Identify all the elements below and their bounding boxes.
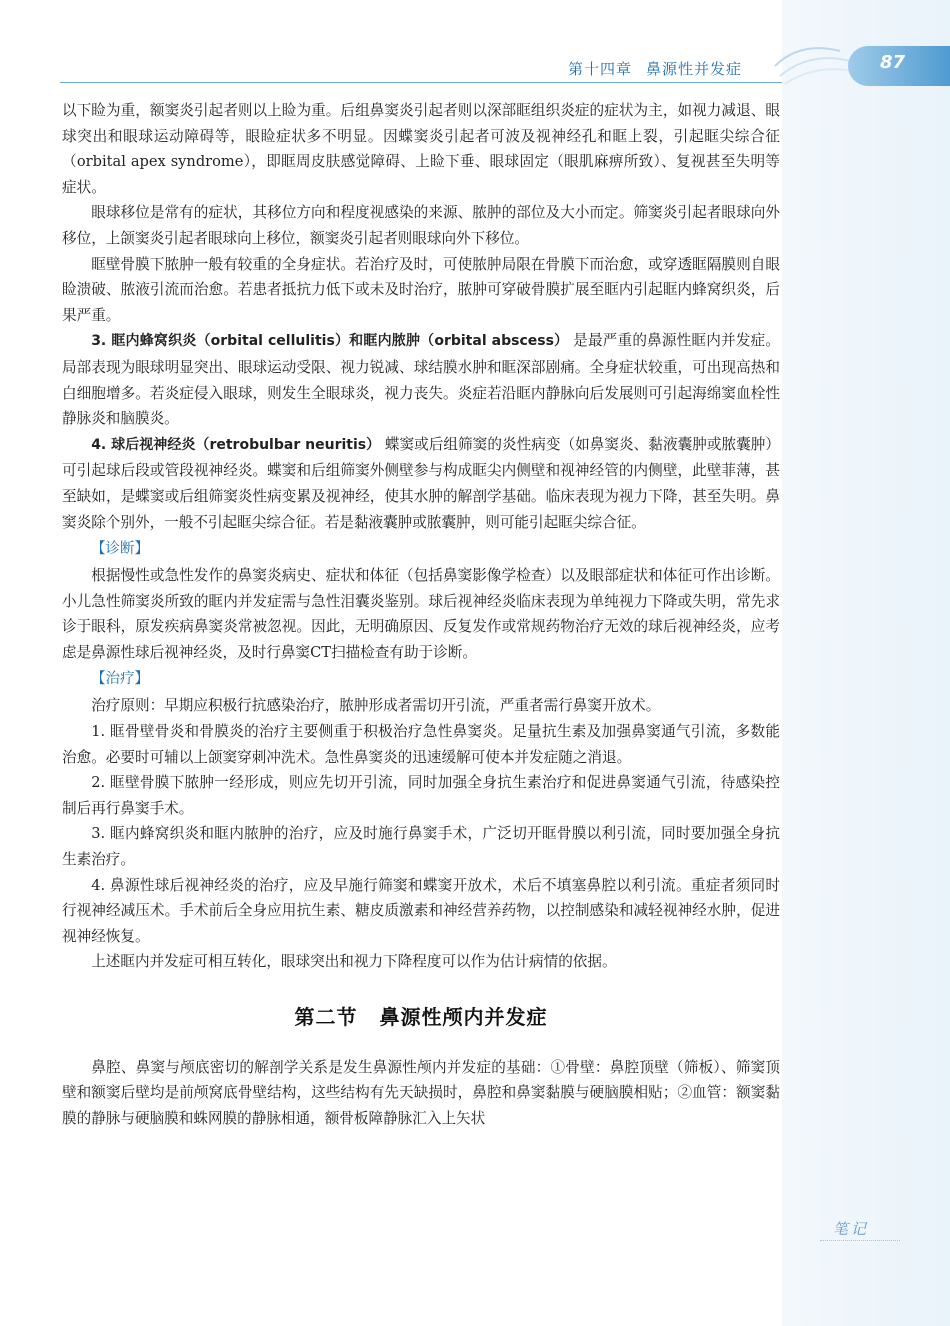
- list-item-3: [62, 328, 780, 431]
- chapter-title: 鼻源性并发症: [645, 60, 742, 78]
- notes-label: 笔记: [833, 1220, 870, 1238]
- running-header: [568, 58, 742, 79]
- paragraph: 眶壁骨膜下脓肿一般有较重的全身症状。若治疗及时，可使脓肿局限在骨膜下而治愈，或穿透眶隔膜则自眼睑溃破、脓液引流而治愈。若患者抵抗力低下或未及时治疗，脓肿可穿破骨膜扩展至眶内引起眶内蜂窝织炎，后果严重。: [62, 255, 780, 324]
- decorative-swoosh-icon: [770, 36, 860, 96]
- notes-underline: [820, 1240, 900, 1242]
- item-3-heading: 3. 眶内蜂窝织炎（orbital cellulitis）和眶内脓肿（orbital abscess）: [91, 333, 569, 350]
- body-text: [62, 98, 780, 1131]
- diagnosis-paragraph: 根据慢性或急性发作的鼻窦炎病史、症状和体征（包括鼻窦影像学检查）以及眼部症状和体征可作出诊断。小儿急性筛窦炎所致的眶内并发症需与急性泪囊炎鉴别。球后视神经炎临床表现为单纯视力下降或失明，常先求诊于眼科，原发疾病鼻窦炎常被忽视。因此，无明确原因、反复发作或常规药物治疗无效的球后视神经炎，应考虑是鼻源性球后视神经炎，及时行鼻窦CT扫描检查有助于诊断。: [62, 567, 780, 661]
- item-4-heading: 4. 球后视神经炎（retrobulbar neuritis）: [91, 436, 381, 453]
- chapter-number: 第十四章: [567, 60, 632, 78]
- diagnosis-label: 【诊断】: [91, 541, 149, 558]
- treatment-summary: 上述眶内并发症可相互转化，眼球突出和视力下降程度可以作为估计病情的依据。: [91, 953, 617, 971]
- list-item-4: [62, 432, 780, 535]
- treatment-item: 3. 眶内蜂窝织炎和眶内脓肿的治疗，应及时施行鼻窦手术，广泛切开眶骨膜以利引流，同时要加强全身抗生素治疗。: [62, 825, 780, 869]
- section-heading: [62, 1005, 780, 1031]
- section-number: 第二节: [294, 1005, 358, 1029]
- notes-margin: [782, 0, 950, 1326]
- header-rule: [60, 82, 782, 83]
- treatment-item: 2. 眶壁骨膜下脓肿一经形成，则应先切开引流，同时加强全身抗生素治疗和促进鼻窦通气引流，待感染控制后再行鼻窦手术。: [62, 774, 780, 817]
- treatment-item: 4. 鼻源性球后视神经炎的治疗，应及早施行筛窦和蝶窦开放术，术后不填塞鼻腔以利引流。重症者须同时行视神经减压术。手术前后全身应用抗生素、糖皮质激素和神经营养药物，以控制感染和减轻视神经水肿，促进视神经恢复。: [62, 876, 780, 945]
- treatment-item: 1. 眶骨壁骨炎和骨膜炎的治疗主要侧重于积极治疗急性鼻窦炎。足量抗生素及加强鼻窦通气引流，多数能治愈。必要时可辅以上颌窦穿刺冲洗术。急性鼻窦炎的迅速缓解可使本并发症随之消退。: [62, 723, 780, 766]
- section-paragraph: 鼻腔、鼻窦与颅底密切的解剖学关系是发生鼻源性颅内并发症的基础：①骨壁：鼻腔顶壁（筛板）、筛窦顶壁和额窦后壁均是前颅窝底骨壁结构，这些结构有先天缺损时，鼻腔和鼻窦黏膜与硬脑膜相贴；②血管：额窦黏膜的静脉与硬脑膜和蛛网膜的静脉相通，额骨板障静脉汇入上矢状: [62, 1058, 780, 1127]
- paragraph: 眼球移位是常有的症状，其移位方向和程度视感染的来源、脓肿的部位及大小而定。筛窦炎引起者眼球向外移位，上颌窦炎引起者眼球向上移位，额窦炎引起者则眼球向外下移位。: [62, 204, 780, 247]
- treatment-label: 【治疗】: [91, 671, 149, 688]
- section-title: 鼻源性颅内并发症: [379, 1005, 548, 1029]
- page-number: 87: [880, 52, 906, 73]
- item-3-text: 是最严重的鼻源性眶内并发症。局部表现为眼球明显突出、眼球运动受限、视力锐减、球结膜水肿和眶深部剧痛。全身症状较重，可出现高热和白细胞增多。若炎症侵入眼球，则发生全眼球炎，视力丧失。炎症若沿眶内静脉向后发展则可引起海绵窦血栓性静脉炎和脑膜炎。: [62, 332, 780, 428]
- treatment-principle: 治疗原则：早期应积极行抗感染治疗，脓肿形成者需切开引流，严重者需行鼻窦开放术。: [91, 697, 661, 715]
- item-4-text: 蝶窦或后组筛窦的炎性病变（如鼻窦炎、黏液囊肿或脓囊肿）可引起球后段或管段视神经炎。蝶窦和后组筛窦外侧壁参与构成眶尖内侧壁和视神经管的内侧壁，此壁菲薄，甚至缺如，是蝶窦或后组筛窦炎性病变累及视神经，使其水肿的解剖学基础。临床表现为视力下降，甚至失明。鼻窦炎除个别外，一般不引起眶尖综合征。若是黏液囊肿或脓囊肿，则可能引起眶尖综合征。: [62, 435, 780, 531]
- paragraph: 以下睑为重，额窦炎引起者则以上睑为重。后组鼻窦炎引起者则以深部眶组织炎症的症状为主，如视力减退、眼球突出和眼球运动障碍等，眼睑症状多不明显。因蝶窦炎引起者可波及视神经孔和眶上裂，引起眶尖综合征（orbital apex syndrome），即眶周皮肤感觉障碍、上睑下垂、眼球固定（眼肌麻痹所致）、复视甚至失明等症状。: [62, 102, 780, 196]
